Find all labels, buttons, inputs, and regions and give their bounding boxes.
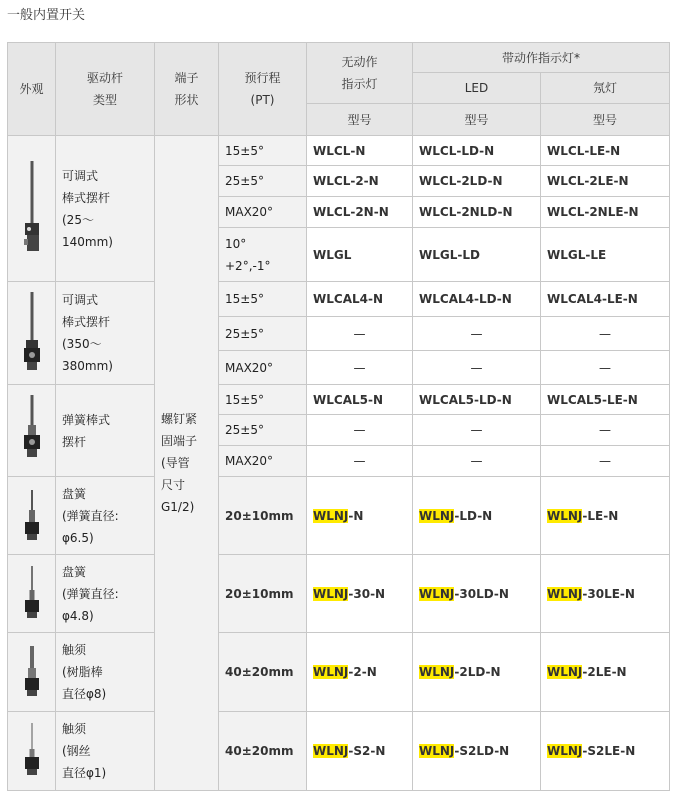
pretravel-line: +2°,-1° [225, 258, 271, 273]
header-lever-type [56, 43, 155, 136]
table-row [8, 477, 670, 555]
pretravel-cell: 40±20mm [219, 712, 307, 791]
lever-line: 直径φ8) [62, 687, 107, 701]
model-led [413, 712, 541, 791]
model-prefix: WLNJ [313, 665, 349, 679]
model-no-lamp: WLCL-2-N [307, 166, 413, 197]
coil-spring-thin-icon [19, 564, 45, 624]
table-row [8, 385, 670, 415]
pretravel-cell: MAX20° [219, 351, 307, 385]
pretravel-line: 10° [225, 236, 247, 251]
model-prefix: WLNJ [419, 508, 455, 523]
lever-line: 触须 [62, 643, 87, 657]
table-row [8, 712, 670, 791]
model-prefix: WLNJ [547, 665, 583, 679]
appearance-cell [8, 712, 56, 791]
pretravel-cell: 15±5° [219, 136, 307, 166]
model-led [413, 477, 541, 555]
pretravel-cell: MAX20° [219, 197, 307, 228]
model-led [413, 555, 541, 633]
model-no-lamp [307, 633, 413, 712]
model-neon: WLCL-LE-N [541, 136, 670, 166]
header-pretravel [219, 43, 307, 136]
model-suffix: -S2-N [348, 744, 386, 758]
model-led: WLCL-2LD-N [413, 166, 541, 197]
adjustable-rod-lever-icon [19, 159, 45, 259]
header-model-1: 型号 [307, 104, 413, 136]
terminal-line: (导管 [161, 456, 190, 470]
appearance-cell [8, 477, 56, 555]
model-prefix: WLNJ [313, 508, 349, 523]
model-prefix: WLNJ [547, 508, 583, 523]
model-neon: — [541, 415, 670, 446]
lever-line: 380mm) [62, 359, 113, 373]
lever-line: 140mm) [62, 234, 113, 249]
lever-line: (弹簧直径: [62, 508, 119, 523]
lever-line: 直径φ1) [62, 766, 107, 780]
pretravel-cell: 25±5° [219, 415, 307, 446]
lever-line: φ6.5) [62, 530, 94, 545]
lever-line: (树脂棒 [62, 665, 103, 679]
model-no-lamp: WLCAL4-N [307, 282, 413, 317]
model-prefix: WLNJ [547, 586, 583, 601]
model-neon [541, 477, 670, 555]
table-row [8, 633, 670, 712]
terminal-shape-cell [155, 136, 219, 791]
lever-line: 触须 [62, 722, 87, 736]
page-title: 一般内置开关 [7, 8, 86, 23]
model-prefix: WLNJ [547, 744, 583, 758]
model-no-lamp [307, 712, 413, 791]
model-prefix: WLNJ [419, 744, 455, 758]
model-suffix: -LE-N [582, 508, 619, 523]
header-model-3: 型号 [541, 104, 670, 136]
lever-type-cell [56, 477, 155, 555]
model-neon: — [541, 317, 670, 351]
model-led: WLCAL4-LD-N [413, 282, 541, 317]
header-terminal-line-2: 形状 [174, 93, 199, 107]
table-row [8, 555, 670, 633]
model-no-lamp: WLGL [307, 228, 413, 282]
appearance-cell [8, 282, 56, 385]
model-no-lamp: — [307, 415, 413, 446]
model-led: WLCAL5-LD-N [413, 385, 541, 415]
switch-spec-table [7, 42, 670, 791]
model-prefix: WLNJ [419, 586, 455, 601]
resin-rod-whisker-icon [19, 642, 45, 702]
header-terminal [155, 43, 219, 136]
model-no-lamp: WLCL-2N-N [307, 197, 413, 228]
adjustable-long-rod-lever-icon [19, 288, 45, 378]
model-suffix: -2LE-N [582, 665, 627, 679]
model-neon: — [541, 351, 670, 385]
lever-type-cell [56, 633, 155, 712]
lever-type-cell [56, 282, 155, 385]
model-neon: WLCL-2NLE-N [541, 197, 670, 228]
header-model-2: 型号 [413, 104, 541, 136]
model-neon: WLGL-LE [541, 228, 670, 282]
steel-wire-whisker-icon [19, 721, 45, 781]
model-suffix: -LD-N [454, 508, 493, 523]
lever-line: 棒式摆杆 [62, 315, 111, 329]
appearance-cell [8, 385, 56, 477]
header-row-1 [8, 43, 670, 73]
lever-line: 可调式 [62, 293, 99, 307]
pretravel-cell: 25±5° [219, 166, 307, 197]
model-led: — [413, 446, 541, 477]
lever-line: φ4.8) [62, 608, 94, 623]
terminal-line: G1/2) [161, 500, 195, 514]
lever-line: 弹簧棒式 [62, 412, 111, 427]
pretravel-cell: 20±10mm [219, 477, 307, 555]
model-suffix: -30LD-N [454, 586, 509, 601]
lever-type-cell [56, 555, 155, 633]
lever-line: (弹簧直径: [62, 586, 119, 601]
model-prefix: WLNJ [313, 744, 349, 758]
pretravel-cell [219, 228, 307, 282]
lever-line: 摆杆 [62, 434, 87, 449]
model-suffix: -30-N [348, 586, 386, 601]
table-row [8, 282, 670, 317]
appearance-cell [8, 136, 56, 282]
terminal-line: 固端子 [161, 434, 198, 448]
lever-line: 盘簧 [62, 486, 87, 501]
table-row [8, 136, 670, 166]
header-lever-line-1: 驱动杆 [86, 71, 123, 85]
model-led: — [413, 317, 541, 351]
header-pt-line-1: 预行程 [244, 71, 281, 85]
model-neon [541, 633, 670, 712]
pretravel-cell: 40±20mm [219, 633, 307, 712]
lever-line: 棒式摆杆 [62, 190, 111, 205]
appearance-cell [8, 555, 56, 633]
model-led: — [413, 351, 541, 385]
lever-type-cell [56, 712, 155, 791]
pretravel-cell: 20±10mm [219, 555, 307, 633]
model-neon: — [541, 446, 670, 477]
model-led: WLCL-LD-N [413, 136, 541, 166]
lever-line: (25～ [62, 212, 94, 227]
model-neon [541, 712, 670, 791]
model-neon [541, 555, 670, 633]
model-led: — [413, 415, 541, 446]
header-with-lamp: 带动作指示灯* [413, 43, 670, 73]
lever-line: 可调式 [62, 168, 99, 183]
header-led: LED [413, 73, 541, 104]
coil-spring-icon [19, 486, 45, 546]
model-led: WLCL-2NLD-N [413, 197, 541, 228]
model-suffix: -30LE-N [582, 586, 635, 601]
pretravel-cell: MAX20° [219, 446, 307, 477]
pretravel-cell: 15±5° [219, 282, 307, 317]
lever-line: (钢丝 [62, 744, 91, 758]
header-neon: 氖灯 [541, 73, 670, 104]
model-neon: WLCAL4-LE-N [541, 282, 670, 317]
model-suffix: -S2LE-N [582, 744, 636, 758]
model-no-lamp [307, 555, 413, 633]
header-no-lamp-line-1: 无动作 [341, 55, 378, 69]
model-suffix: -S2LD-N [454, 744, 510, 758]
lever-type-cell [56, 136, 155, 282]
model-suffix: -2-N [348, 665, 377, 679]
appearance-cell [8, 633, 56, 712]
lever-line: (350～ [62, 337, 102, 351]
model-suffix: -2LD-N [454, 665, 501, 679]
model-neon: WLCAL5-LE-N [541, 385, 670, 415]
terminal-line: 尺寸 [161, 478, 186, 492]
header-appearance: 外观 [8, 43, 56, 136]
pretravel-cell: 25±5° [219, 317, 307, 351]
terminal-line: 螺钉紧 [161, 412, 198, 426]
pretravel-cell: 15±5° [219, 385, 307, 415]
model-led: WLGL-LD [413, 228, 541, 282]
model-prefix: WLNJ [313, 586, 349, 601]
header-no-lamp [307, 43, 413, 104]
header-lever-line-2: 类型 [92, 93, 117, 107]
model-prefix: WLNJ [419, 665, 455, 679]
model-no-lamp: WLCAL5-N [307, 385, 413, 415]
model-no-lamp [307, 477, 413, 555]
model-suffix: -N [348, 508, 364, 523]
header-pt-line-2: (PT) [250, 93, 275, 107]
lever-type-cell [56, 385, 155, 477]
model-no-lamp: — [307, 317, 413, 351]
model-led [413, 633, 541, 712]
model-no-lamp: — [307, 446, 413, 477]
lever-line: 盘簧 [62, 564, 87, 579]
model-neon: WLCL-2LE-N [541, 166, 670, 197]
header-no-lamp-line-2: 指示灯 [341, 77, 378, 91]
spring-rod-lever-icon [19, 391, 45, 471]
model-no-lamp: WLCL-N [307, 136, 413, 166]
header-terminal-line-1: 端子 [174, 71, 199, 85]
model-no-lamp: — [307, 351, 413, 385]
